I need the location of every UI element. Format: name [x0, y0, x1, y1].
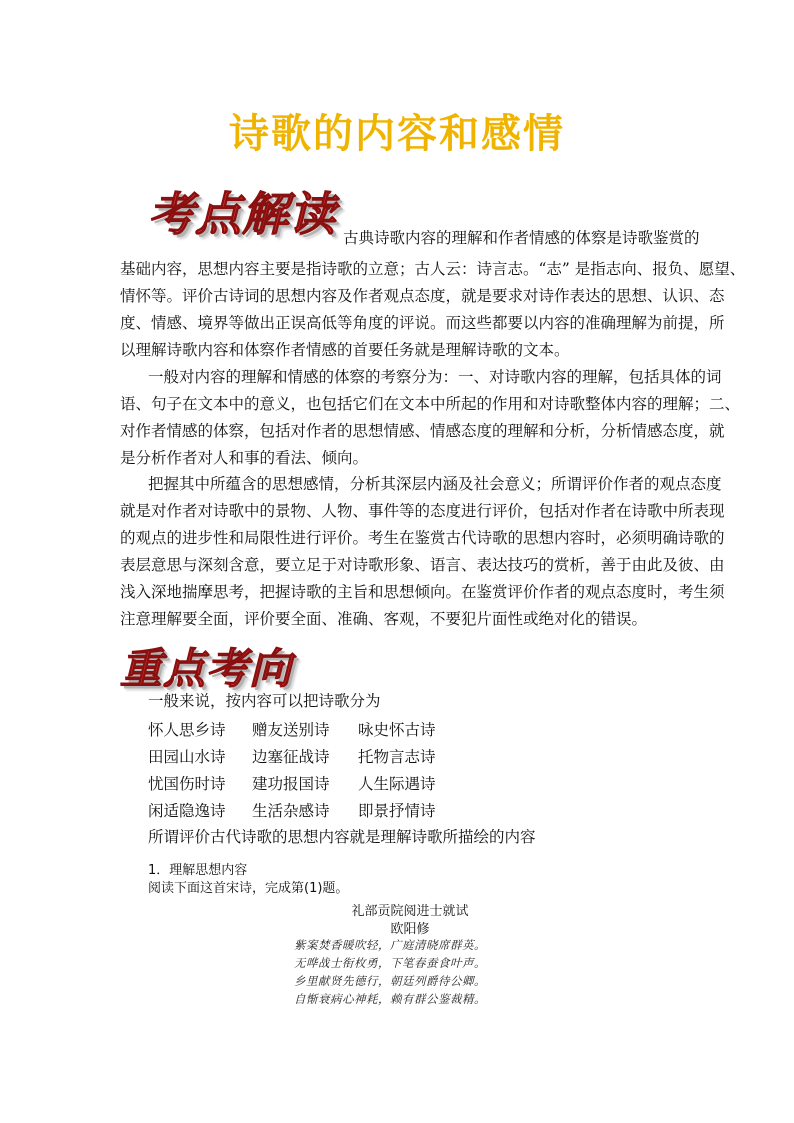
- genre-item: 即景抒情诗: [358, 802, 436, 820]
- paragraph-line: 表层意思与深刻含意，要立足于对诗歌形象、语言、表达技巧的赏析，善于由此及彼、由: [120, 556, 725, 574]
- genre-item: 忧国伤时诗: [148, 775, 226, 793]
- paragraph-line: 度、情感、境界等做出正误高低等角度的评说。而这些都要以内容的准确理解为前提，所: [120, 314, 725, 332]
- poem-title: 礼部贡院阅进士就试: [351, 904, 469, 919]
- exercise-instruction: 阅读下面这首宋诗，完成第(1)题。: [148, 881, 349, 896]
- genre-item: 怀人思乡诗: [148, 721, 226, 739]
- poem-line: 乡里献贤先德行，朝廷列爵待公卿。: [294, 974, 486, 988]
- genre-intro: 一般来说，按内容可以把诗歌分为: [148, 692, 381, 710]
- poem-line: 自惭衰病心神耗，赖有群公鉴裁精。: [294, 992, 486, 1006]
- section-heading-key-directions: 重点考向: [120, 644, 293, 693]
- page-title: 诗歌的内容和感情: [229, 110, 565, 157]
- genre-item: 赠友送别诗: [252, 721, 330, 739]
- genre-row: [148, 718, 468, 738]
- paragraph-line: 一般对内容的理解和情感的体察的考察分为：一、对诗歌内容的理解，包括具体的词: [148, 368, 722, 386]
- paragraph-line: 注意理解要全面，评价要全面、准确、客观，不要犯片面性或绝对化的错误。: [120, 610, 648, 628]
- paragraph-line: 对作者情感的体察，包括对作者的思想情感、情感态度的理解和分析，分析情感态度，就: [120, 422, 725, 440]
- genre-item: 咏史怀古诗: [358, 721, 436, 739]
- genre-item: 闲适隐逸诗: [148, 802, 226, 820]
- paragraph-line: 就是对作者对诗歌中的景物、人物、事件等的态度进行评价，包括对作者在诗歌中所表现: [120, 502, 725, 520]
- paragraph-line: 浅入深地揣摩思考，把握诗歌的主旨和思想倾向。在鉴赏评价作者的观点态度时，考生须: [120, 583, 725, 601]
- poem-line: 无哗战士衔枚勇，下笔春蚕食叶声。: [294, 956, 486, 970]
- poem-author: 欧阳修: [390, 922, 430, 937]
- genre-row: [148, 772, 468, 792]
- paragraph-line: 是分析作者对人和事的看法、倾向。: [120, 449, 369, 467]
- paragraph-line: 的观点的进步性和局限性进行评价。考生在鉴赏古代诗歌的思想内容时，必须明确诗歌的: [120, 529, 725, 547]
- genre-item: 托物言志诗: [358, 748, 436, 766]
- paragraph-line: 古典诗歌内容的理解和作者情感的体察是诗歌鉴赏的: [343, 229, 700, 247]
- poem-line: 紫案焚香暖吹轻，广庭清晓席群英。: [294, 938, 486, 952]
- paragraph-line: 基础内容，思想内容主要是指诗歌的立意；古人云：诗言志。“志” 是指志向、报负、愿望、: [120, 260, 746, 278]
- genre-item: 建功报国诗: [252, 775, 330, 793]
- genre-row: [148, 745, 468, 765]
- genre-item: 边塞征战诗: [252, 748, 330, 766]
- genre-row: [148, 799, 468, 819]
- genre-item: 生活杂感诗: [252, 802, 330, 820]
- paragraph-line: 语、句子在文本中的意义，也包括它们在文本中所起的作用和对诗歌整体内容的理解；二、: [120, 395, 741, 413]
- section-heading-exam-points: 考点解读: [148, 187, 336, 241]
- paragraph-line: 把握其中所蕴含的思想感情，分析其深层内涵及社会意义；所谓评价作者的观点态度: [148, 475, 722, 493]
- exercise-heading: 1．理解思想内容: [148, 863, 248, 878]
- paragraph-line: 以理解诗歌内容和体察作者情感的首要任务就是理解诗歌的文本。: [120, 341, 570, 359]
- genre-item: 人生际遇诗: [358, 775, 436, 793]
- genre-summary: 所谓评价古代诗歌的思想内容就是理解诗歌所描绘的内容: [148, 828, 536, 846]
- genre-item: 田园山水诗: [148, 748, 226, 766]
- paragraph-line: 情怀等。评价古诗词的思想内容及作者观点态度，就是要求对诗作表达的思想、认识、态: [120, 287, 725, 305]
